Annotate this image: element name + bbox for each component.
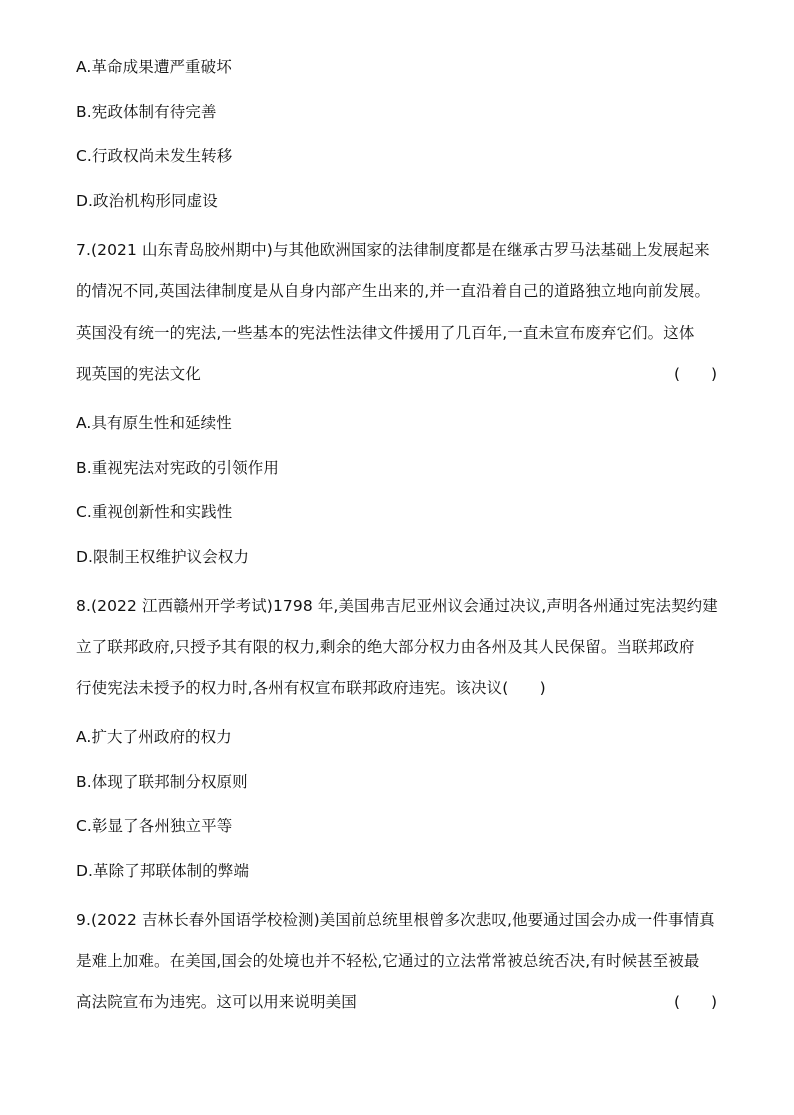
q7-stem-line-2: 的情况不同,英国法律制度是从自身内部产生出来的,并一直沿着自己的道路独立地向前发展。 [76, 282, 711, 300]
q7-answer-blank: ( ) [674, 365, 718, 383]
q8-stem-line-3: 行使宪法未授予的权力时,各州有权宣布联邦政府违宪。该决议( ) [76, 679, 546, 697]
q6-option-b: B.宪政体制有待完善 [76, 103, 217, 121]
q7-option-a: A.具有原生性和延续性 [76, 414, 232, 432]
q7-option-c: C.重视创新性和实践性 [76, 503, 233, 521]
q7-stem-line-1: 7.(2021 山东青岛胶州期中)与其他欧洲国家的法律制度都是在继承古罗马法基础上发展起来 [76, 241, 710, 259]
q8-option-c: C.彰显了各州独立平等 [76, 817, 233, 835]
q6-option-d: D.政治机构形同虚设 [76, 192, 218, 210]
q6-option-c: C.行政权尚未发生转移 [76, 147, 233, 165]
q8-stem-line-2: 立了联邦政府,只授予其有限的权力,剩余的绝大部分权力由各州及其人民保留。当联邦政府 [76, 638, 695, 656]
q7-option-d: D.限制王权维护议会权力 [76, 548, 250, 566]
q9-stem-line-1: 9.(2022 吉林长春外国语学校检测)美国前总统里根曾多次悲叹,他要通过国会办成一件事情真 [76, 911, 715, 929]
q8-option-b: B.体现了联邦制分权原则 [76, 773, 248, 791]
q7-stem-line-4: 现英国的宪法文化 [76, 365, 201, 383]
q6-option-a: A.革命成果遭严重破坏 [76, 58, 232, 76]
q9-stem-line-3: 高法院宣布为违宪。这可以用来说明美国 [76, 993, 357, 1011]
q9-answer-blank: ( ) [674, 993, 718, 1011]
q8-option-a: A.扩大了州政府的权力 [76, 728, 232, 746]
q8-option-d: D.革除了邦联体制的弊端 [76, 862, 250, 880]
q9-stem-line-2: 是难上加难。在美国,国会的处境也并不轻松,它通过的立法常常被总统否决,有时候甚至被最 [76, 952, 700, 970]
q8-stem-line-1: 8.(2022 江西赣州开学考试)1798 年,美国弗吉尼亚州议会通过决议,声明各州通过宪法契约建 [76, 597, 718, 615]
q7-stem-line-3: 英国没有统一的宪法,一些基本的宪法性法律文件援用了几百年,一直未宣布废弃它们。这体 [76, 324, 695, 342]
q7-option-b: B.重视宪法对宪政的引领作用 [76, 459, 279, 477]
